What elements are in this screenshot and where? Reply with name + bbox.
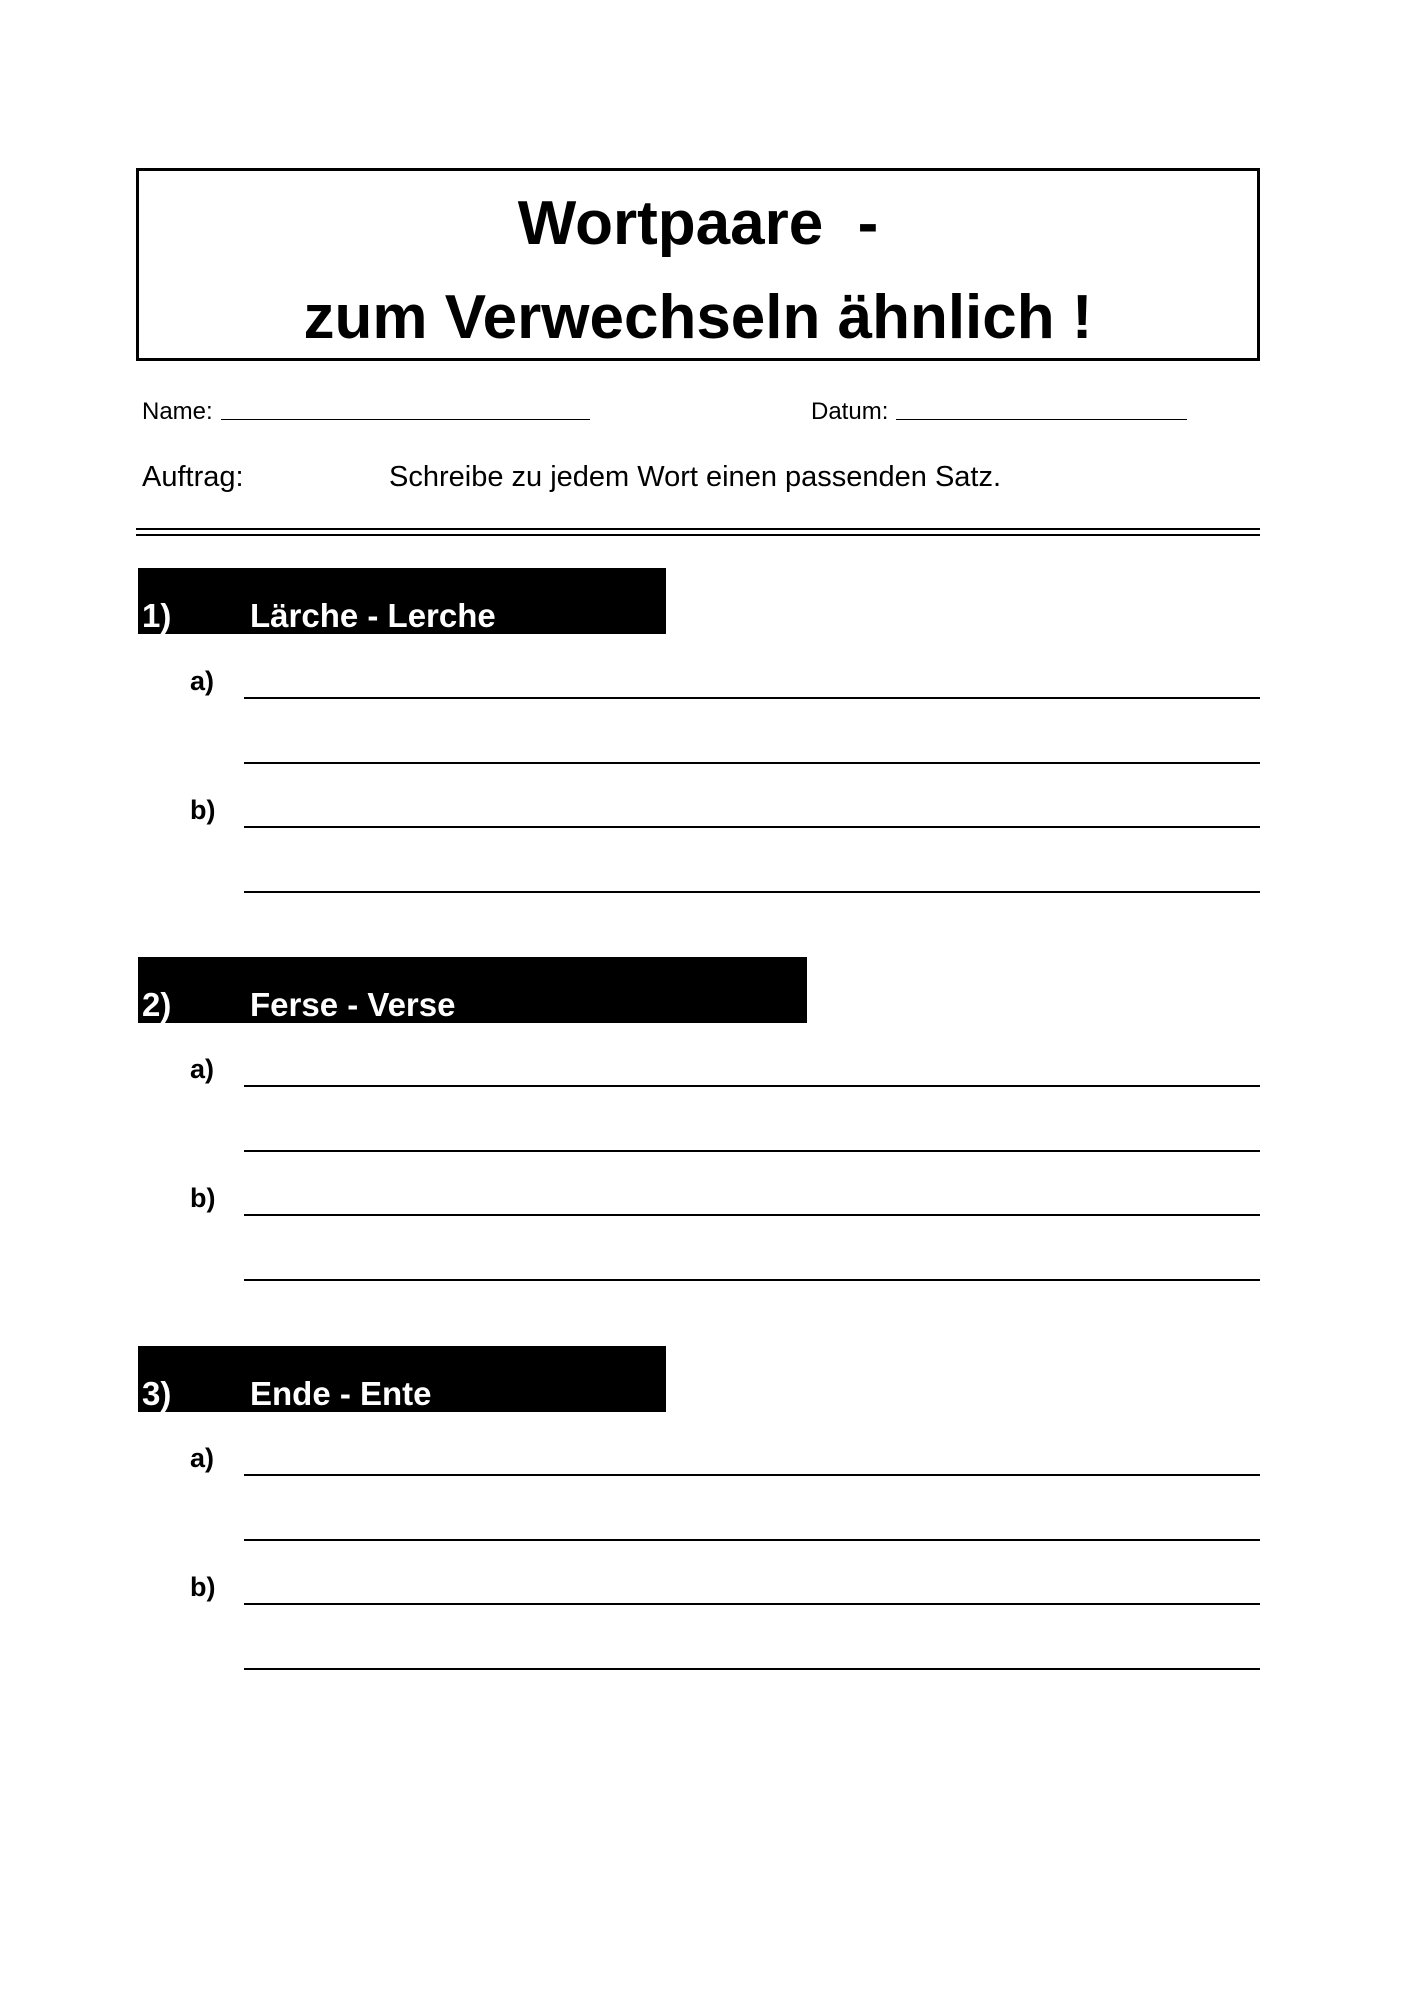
item-label-b: b) <box>190 1572 216 1602</box>
task-instruction: Schreibe zu jedem Wort einen passenden Satz. <box>389 461 1002 493</box>
answer-line[interactable] <box>244 1214 1260 1216</box>
name-field[interactable] <box>221 419 590 420</box>
section-title: Lärche - Lerche <box>250 597 496 634</box>
date-label: Datum: <box>811 398 889 425</box>
date-field[interactable] <box>896 419 1187 420</box>
section-title: Ferse - Verse <box>250 986 456 1023</box>
item-label-b: b) <box>190 1183 216 1213</box>
answer-line[interactable] <box>244 1603 1260 1605</box>
answer-line[interactable] <box>244 826 1260 828</box>
item-label-a: a) <box>190 666 215 696</box>
answer-line[interactable] <box>244 762 1260 764</box>
section-header-3 <box>138 1346 666 1412</box>
task-label: Auftrag: <box>142 461 244 493</box>
answer-line[interactable] <box>244 1474 1260 1476</box>
title-line-1: Wortpaare - <box>517 189 879 258</box>
answer-line[interactable] <box>244 697 1260 699</box>
title-line-2: zum Verwechseln ähnlich ! <box>303 283 1093 352</box>
section-number: 3) <box>142 1375 172 1412</box>
section-number: 2) <box>142 986 172 1023</box>
answer-line[interactable] <box>244 1539 1260 1541</box>
answer-line[interactable] <box>244 1668 1260 1670</box>
section-title: Ende - Ente <box>250 1375 432 1412</box>
item-label-a: a) <box>190 1443 215 1473</box>
section-header-2 <box>138 957 807 1023</box>
section-header-1 <box>138 568 666 634</box>
answer-line[interactable] <box>244 1150 1260 1152</box>
item-label-b: b) <box>190 795 216 825</box>
section-number: 1) <box>142 597 172 634</box>
item-label-a: a) <box>190 1054 215 1084</box>
divider-rule-top <box>136 528 1260 530</box>
answer-line[interactable] <box>244 1085 1260 1087</box>
divider-rule-bottom <box>136 534 1260 536</box>
answer-line[interactable] <box>244 1279 1260 1281</box>
name-label: Name: <box>142 398 213 425</box>
title-box <box>136 168 1260 361</box>
answer-line[interactable] <box>244 891 1260 893</box>
